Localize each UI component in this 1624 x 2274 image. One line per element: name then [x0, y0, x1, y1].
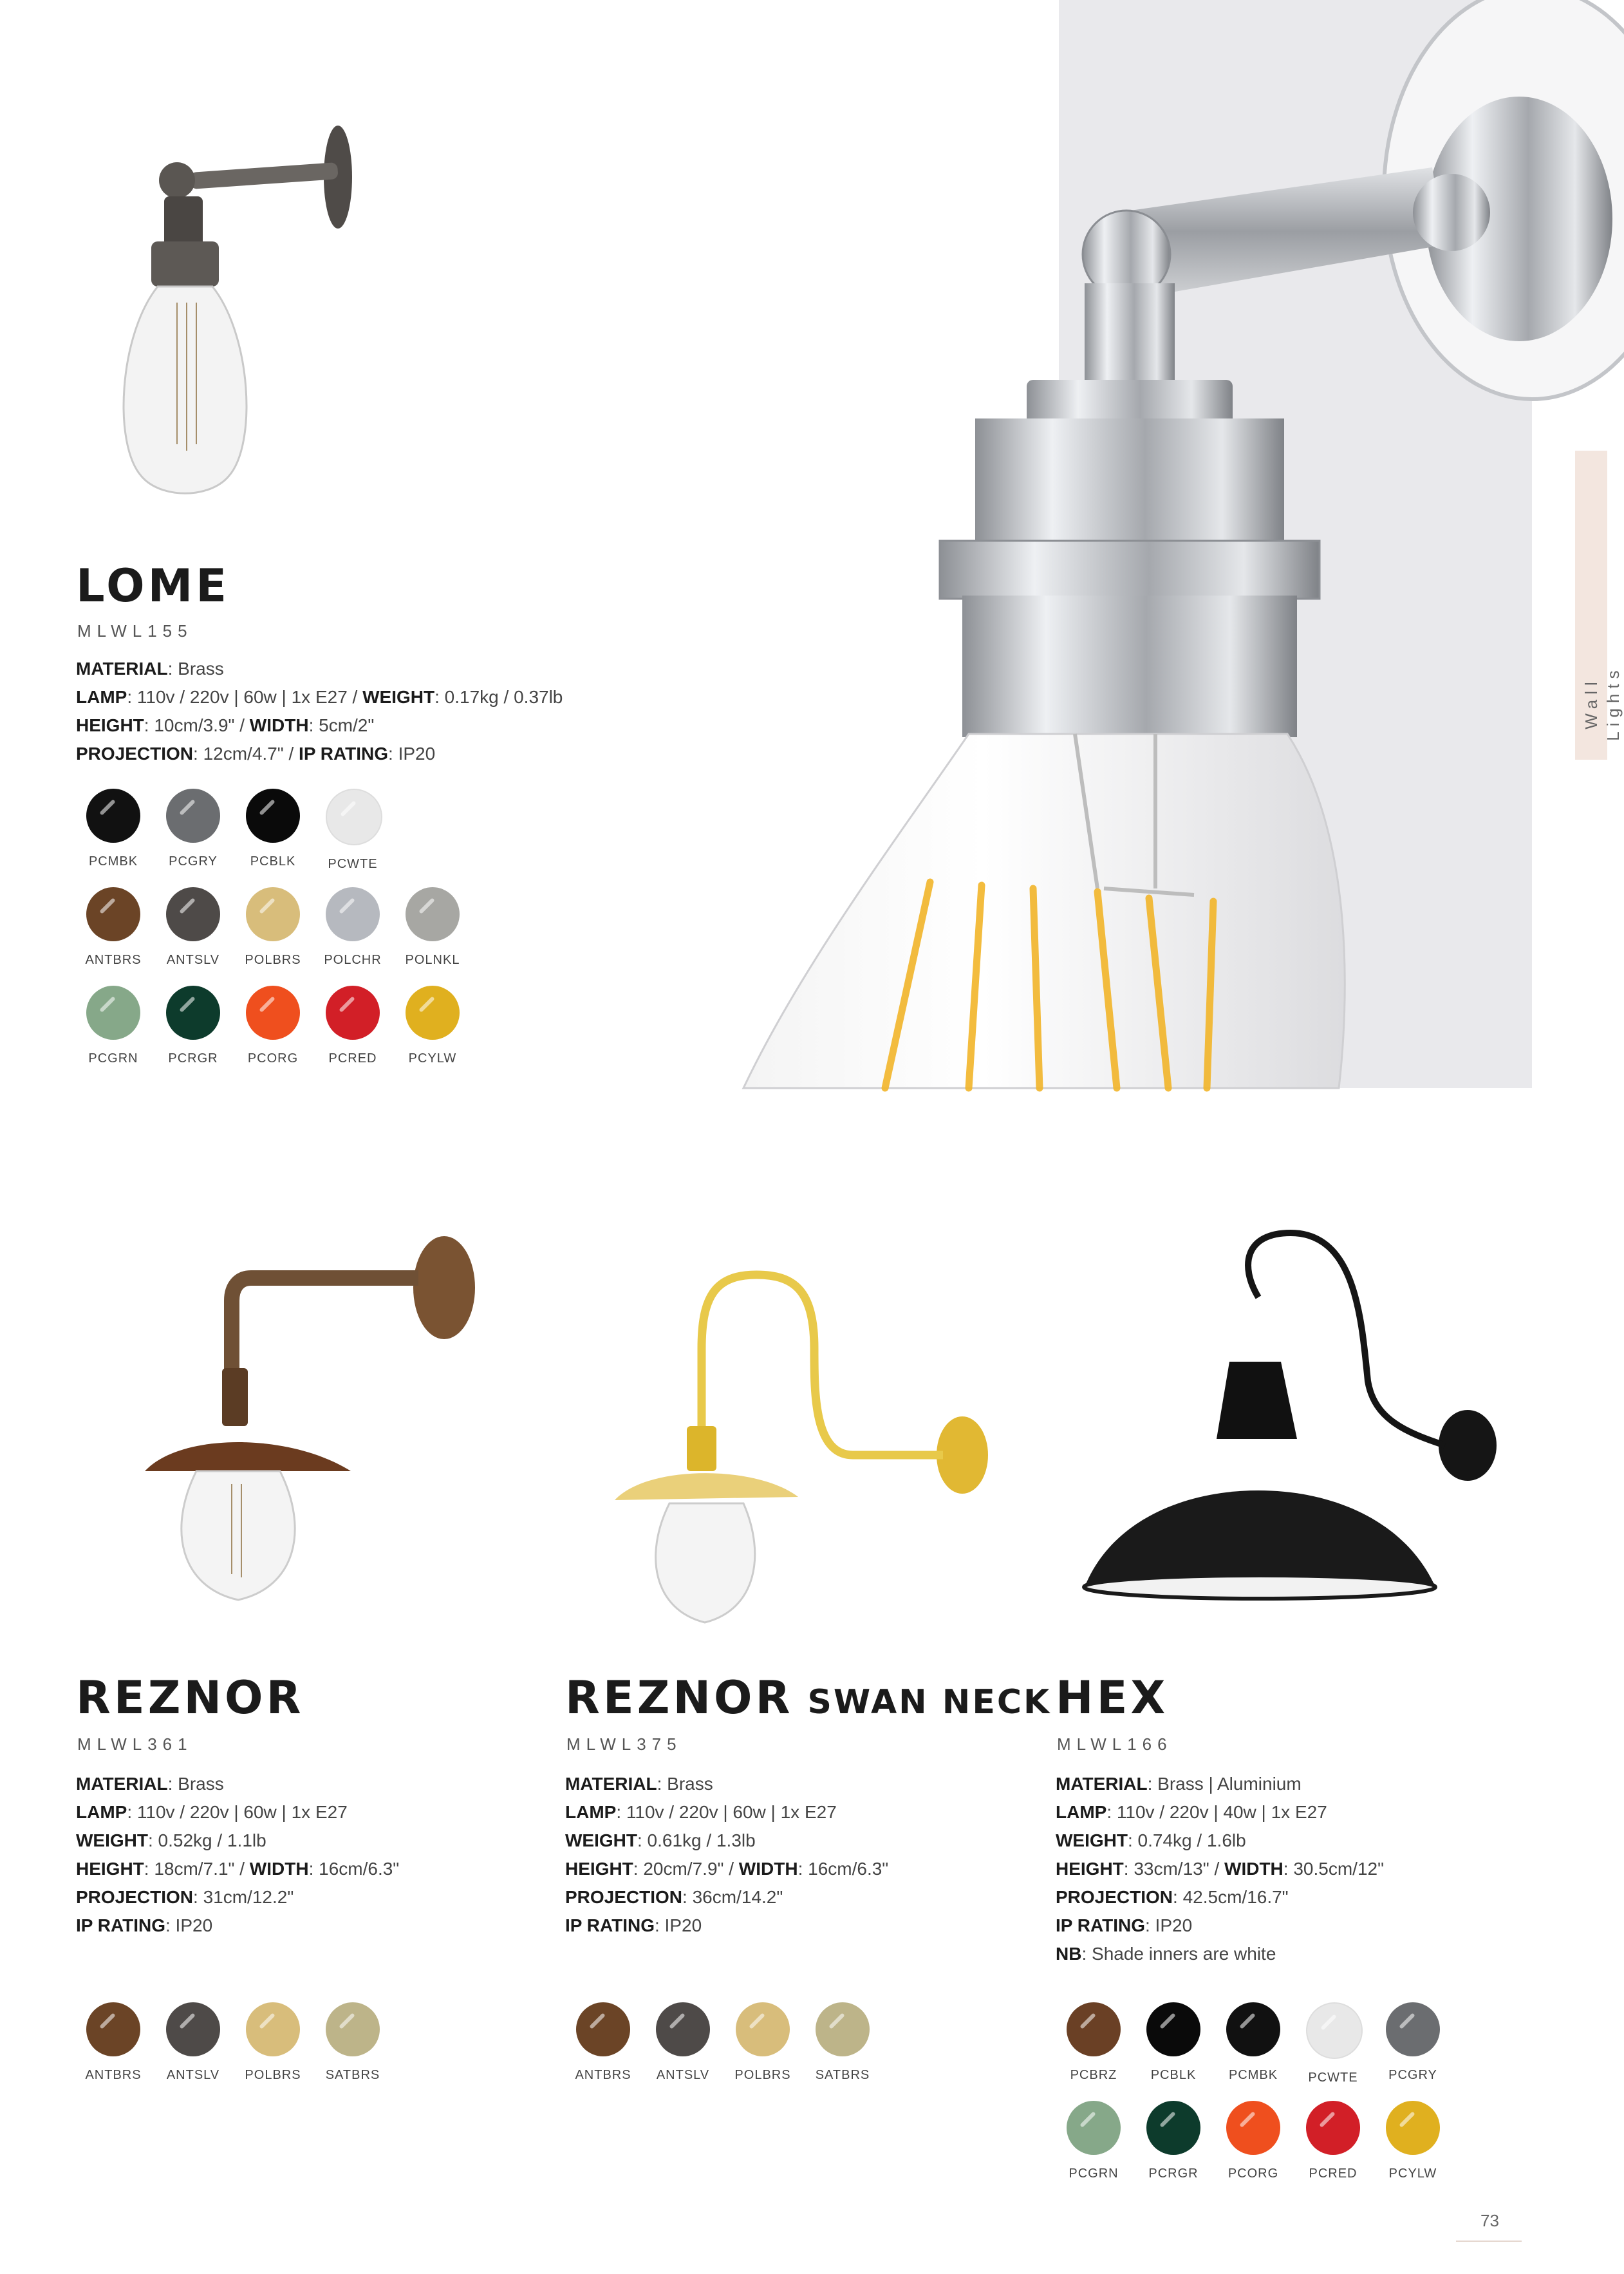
spec-line: HEIGHT: 10cm/3.9" / WIDTH: 5cm/2": [76, 715, 375, 735]
spec-line: [76, 1827, 399, 1855]
spec-label: PROJECTION: [565, 1887, 683, 1907]
spec-line: [1056, 1940, 1384, 1968]
spec-value: : 36cm/14.2": [682, 1887, 783, 1907]
color-swatch: [1226, 2101, 1280, 2181]
color-swatch: [1306, 2101, 1360, 2181]
spec-value: : 30.5cm/12": [1283, 1859, 1385, 1879]
reznor-photo: [142, 1226, 489, 1645]
spec-value: : 33cm/13": [1123, 1859, 1209, 1879]
color-swatch: [326, 2002, 380, 2083]
color-swatch: [86, 887, 140, 968]
spec-label: NB: [1056, 1944, 1082, 1964]
color-swatch: [86, 2002, 140, 2083]
spec-line: [1056, 1883, 1384, 1912]
color-swatch: [1386, 2101, 1440, 2181]
spec-label: WEIGHT: [565, 1830, 637, 1850]
swatch-color-dot: [1306, 2002, 1363, 2059]
color-swatch: [326, 887, 380, 968]
spec-line: LAMP: 110v / 220v | 60w | 1x E27 / WEIGHT: 0.17kg / 0.37lb: [76, 687, 563, 707]
spec-line: [76, 655, 563, 683]
spec-value: : IP20: [1144, 1915, 1193, 1935]
swatch-color-dot: [166, 887, 220, 941]
color-swatch: [406, 986, 460, 1066]
spec-label: MATERIAL: [76, 1774, 168, 1794]
spec-value: : 10cm/3.9": [144, 715, 235, 735]
spec-value: : Brass: [167, 1774, 224, 1794]
swatch-code-label: PCBRZ: [1070, 2068, 1117, 2082]
lome-photo: [97, 109, 367, 522]
spec-value: : 16cm/6.3": [798, 1859, 889, 1879]
product-title-name: HEX: [1056, 1671, 1169, 1724]
swatch-color-dot: [246, 887, 300, 941]
spec-label: HEIGHT: [565, 1859, 633, 1879]
swatch-code-label: PCGRY: [169, 854, 218, 869]
reznor-swan-neck-photo: [608, 1259, 1007, 1639]
product-title-name: REZNOR: [76, 1671, 304, 1724]
swatch-code-label: PCGRN: [1069, 2166, 1119, 2181]
color-swatch: [1146, 2002, 1200, 2083]
product-title-lome: LOME: [76, 559, 230, 612]
swatch-color-dot: [326, 2002, 380, 2056]
color-swatch: [656, 2002, 710, 2083]
spec-line: [76, 1798, 399, 1827]
swatch-code-label: PCRGR: [1148, 2166, 1199, 2181]
spec-value: : Brass | Aluminium: [1147, 1774, 1302, 1794]
color-swatch: [1146, 2101, 1200, 2181]
swatch-code-label: POLBRS: [245, 2068, 301, 2082]
spec-label: WIDTH: [249, 1859, 309, 1879]
spec-value: : Brass: [657, 1774, 713, 1794]
spec-label: HEIGHT: [76, 1859, 144, 1879]
spec-line: HEIGHT: 20cm/7.9" / WIDTH: 16cm/6.3": [565, 1859, 889, 1879]
spec-label: IP RATING: [565, 1915, 655, 1935]
color-swatch: [166, 789, 220, 869]
spec-line: [1056, 1798, 1384, 1827]
product-title-reznor: [76, 1672, 304, 1724]
swatch-code-label: PCRGR: [168, 1051, 218, 1066]
swatch-color-dot: [736, 2002, 790, 2056]
spec-label: PROJECTION: [1056, 1887, 1173, 1907]
swatch-color-dot: [656, 2002, 710, 2056]
color-swatch: [166, 986, 220, 1066]
swatch-color-dot: [816, 2002, 870, 2056]
spec-line: [1056, 1827, 1384, 1855]
swatch-code-label: ANTSLV: [166, 953, 220, 967]
spec-label: HEIGHT: [76, 715, 144, 735]
swatch-code-label: PCMBK: [1228, 2068, 1278, 2082]
spec-value: : Shade inners are white: [1081, 1944, 1276, 1964]
hero-photo: [705, 0, 1532, 1088]
swatch-color-dot: [1386, 2002, 1440, 2056]
swatch-color-dot: [406, 986, 460, 1040]
swatch-color-dot: [86, 2002, 140, 2056]
spec-value: : 16cm/6.3": [308, 1859, 400, 1879]
spec-label: LAMP: [1056, 1802, 1107, 1822]
swatch-code-label: PCRED: [1309, 2166, 1358, 2181]
spec-value: : 0.74kg / 1.6lb: [1128, 1830, 1246, 1850]
spec-line: [76, 1912, 399, 1940]
swatch-color-dot: [246, 2002, 300, 2056]
product-title-hex: [1056, 1672, 1168, 1724]
swatch-color-dot: [1226, 2002, 1280, 2056]
section-tab-label: Wall Lights: [1582, 665, 1623, 741]
spec-label: MATERIAL: [565, 1774, 657, 1794]
product-title-name: REZNOR: [565, 1671, 794, 1724]
spec-label: MATERIAL: [1056, 1774, 1148, 1794]
spec-value: : 110v / 220v | 60w | 1x E27: [127, 687, 348, 707]
color-swatch: [1306, 2002, 1360, 2085]
hex-photo: [1072, 1226, 1509, 1606]
spec-line: [76, 1770, 399, 1798]
color-swatch: [246, 2002, 300, 2083]
spec-value: : 110v / 220v | 40w | 1x E27: [1106, 1802, 1327, 1822]
spec-label: PROJECTION: [76, 744, 194, 764]
spec-line: [565, 1827, 888, 1855]
spec-value: : 0.61kg / 1.3lb: [637, 1830, 756, 1850]
color-swatch: [246, 986, 300, 1066]
spec-line: [565, 1883, 888, 1912]
spec-value: : 12cm/4.7": [193, 744, 284, 764]
product-specs-lome: [76, 655, 563, 768]
spec-line: [76, 1883, 399, 1912]
swatch-color-dot: [326, 986, 380, 1040]
spec-value: : 42.5cm/16.7": [1173, 1887, 1289, 1907]
swatch-color-dot: [166, 2002, 220, 2056]
spec-label: WEIGHT: [76, 1830, 148, 1850]
spec-value: : IP20: [388, 744, 436, 764]
swatch-color-dot: [86, 887, 140, 941]
swatch-color-dot: [576, 2002, 630, 2056]
spec-value: : IP20: [654, 1915, 702, 1935]
spec-label: LAMP: [565, 1802, 617, 1822]
swatch-code-label: PCYLW: [408, 1051, 457, 1066]
spec-label: WIDTH: [1224, 1859, 1283, 1879]
swatch-color-dot: [406, 887, 460, 941]
swatch-color-dot: [326, 887, 380, 941]
swatch-code-label: POLBRS: [245, 953, 301, 967]
spec-label: PROJECTION: [76, 1887, 194, 1907]
spec-value: : 5cm/2": [308, 715, 375, 735]
swatch-color-dot: [166, 789, 220, 843]
swatch-color-dot: [246, 986, 300, 1040]
spec-label: LAMP: [76, 687, 127, 707]
color-swatch: [166, 887, 220, 968]
spec-label: IP RATING: [299, 744, 389, 764]
product-code-reznor-swan-neck: MLWL375: [566, 1734, 682, 1754]
swatch-color-dot: [1067, 2002, 1121, 2056]
swatch-code-label: ANTSLV: [166, 2068, 220, 2082]
spec-line: [1056, 1912, 1384, 1940]
spec-value: : 110v / 220v | 60w | 1x E27: [616, 1802, 837, 1822]
product-code-lome: MLWL155: [77, 621, 193, 641]
swatch-code-label: PCWTE: [328, 857, 378, 871]
swatch-color-dot: [1067, 2101, 1121, 2155]
swatch-code-label: ANTBRS: [85, 953, 142, 967]
color-swatch: [326, 986, 380, 1066]
color-swatch: [86, 789, 140, 869]
color-swatch: [246, 789, 300, 869]
spec-line: [1056, 1770, 1384, 1798]
swatch-code-label: PCORG: [1227, 2166, 1279, 2181]
swatch-color-dot: [246, 789, 300, 843]
spec-label: LAMP: [76, 1802, 127, 1822]
product-specs-reznor: [76, 1770, 399, 1940]
spec-line: [565, 1798, 888, 1827]
swatch-code-label: PCORG: [247, 1051, 299, 1066]
spec-label: MATERIAL: [76, 659, 168, 679]
color-swatch: [246, 887, 300, 968]
color-swatch: [1386, 2002, 1440, 2083]
spec-line: HEIGHT: 18cm/7.1" / WIDTH: 16cm/6.3": [76, 1859, 400, 1879]
spec-value: : 0.52kg / 1.1lb: [148, 1830, 266, 1850]
swatch-code-label: PCGRY: [1388, 2068, 1437, 2082]
color-swatch: [1226, 2002, 1280, 2083]
swatch-color-dot: [326, 789, 382, 845]
swatch-code-label: POLNKL: [405, 953, 460, 967]
color-swatch: [736, 2002, 790, 2083]
swatch-code-label: POLBRS: [734, 2068, 791, 2082]
color-swatch: [326, 789, 380, 872]
swatch-code-label: SATBRS: [815, 2068, 870, 2082]
swatch-code-label: POLCHR: [324, 953, 382, 967]
color-swatch: [1067, 2002, 1121, 2083]
spec-label: WEIGHT: [362, 687, 435, 707]
swatch-color-dot: [1386, 2101, 1440, 2155]
spec-label: HEIGHT: [1056, 1859, 1124, 1879]
spec-label: IP RATING: [1056, 1915, 1145, 1935]
spec-label: WEIGHT: [1056, 1830, 1128, 1850]
color-swatch: [406, 887, 460, 968]
swatch-color-dot: [1146, 2002, 1200, 2056]
swatch-code-label: SATBRS: [325, 2068, 380, 2082]
product-code-hex: MLWL166: [1057, 1734, 1173, 1754]
swatch-code-label: ANTSLV: [656, 2068, 710, 2082]
spec-value: : Brass: [167, 659, 224, 679]
spec-line: [565, 1770, 888, 1798]
color-swatch: [166, 2002, 220, 2083]
spec-value: : 0.17kg / 0.37lb: [434, 687, 563, 707]
color-swatch: [1067, 2101, 1121, 2181]
product-code-reznor: MLWL361: [77, 1734, 193, 1754]
swatch-color-dot: [86, 789, 140, 843]
product-specs-hex: [1056, 1770, 1384, 1968]
swatch-code-label: PCBLK: [1150, 2068, 1197, 2082]
spec-label: IP RATING: [76, 1915, 165, 1935]
swatch-color-dot: [1146, 2101, 1200, 2155]
spec-value: : 31cm/12.2": [193, 1887, 294, 1907]
swatch-code-label: PCGRN: [88, 1051, 138, 1066]
spec-value: : IP20: [165, 1915, 213, 1935]
product-title-suffix: SWAN NECK: [807, 1683, 1052, 1722]
spec-label: WIDTH: [738, 1859, 798, 1879]
swatch-code-label: PCYLW: [1388, 2166, 1437, 2181]
spec-line: HEIGHT: 33cm/13" / WIDTH: 30.5cm/12": [1056, 1859, 1385, 1879]
color-swatch: [816, 2002, 870, 2083]
swatch-color-dot: [86, 986, 140, 1040]
color-swatch: [86, 986, 140, 1066]
spec-value: : 110v / 220v | 60w | 1x E27: [127, 1802, 348, 1822]
swatch-code-label: PCWTE: [1308, 2071, 1358, 2085]
swatch-code-label: PCBLK: [250, 854, 296, 869]
swatch-code-label: PCRED: [328, 1051, 377, 1066]
swatch-color-dot: [1226, 2101, 1280, 2155]
swatch-color-dot: [166, 986, 220, 1040]
swatch-code-label: PCMBK: [88, 854, 138, 869]
swatch-code-label: ANTBRS: [85, 2068, 142, 2082]
spec-line: [565, 1912, 888, 1940]
spec-line: PROJECTION: 12cm/4.7" / IP RATING: IP20: [76, 744, 436, 764]
spec-value: : 20cm/7.9": [633, 1859, 724, 1879]
product-specs-reznor-swan-neck: [565, 1770, 888, 1940]
swatch-color-dot: [1306, 2101, 1360, 2155]
color-swatch: [576, 2002, 630, 2083]
product-title-reznor-swan-neck: [565, 1672, 1051, 1728]
page-number-underline: [1456, 2241, 1522, 2242]
page-number: 73: [1480, 2211, 1499, 2230]
spec-label: WIDTH: [249, 715, 309, 735]
swatch-code-label: ANTBRS: [575, 2068, 631, 2082]
spec-value: : 18cm/7.1": [144, 1859, 235, 1879]
